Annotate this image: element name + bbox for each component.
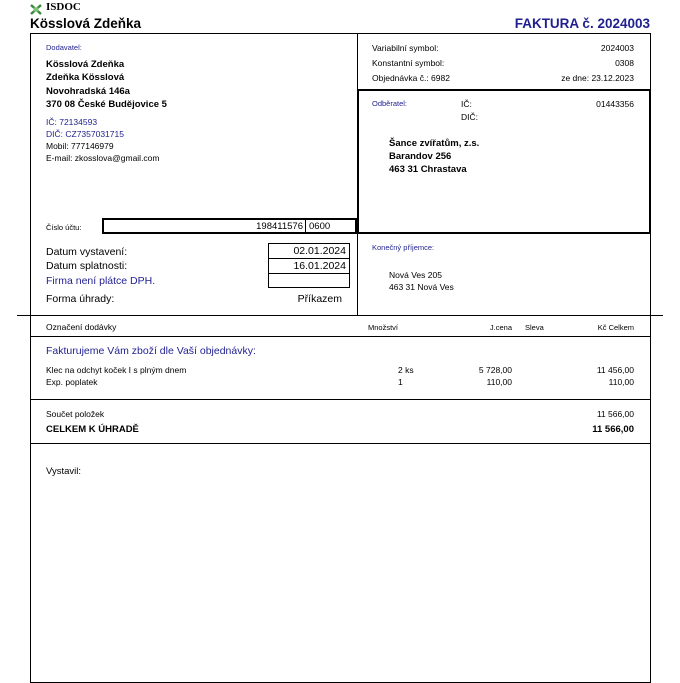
table-row-1-qty: 2 ks [398,365,414,375]
issue-date-value: 02.01.2024 [293,245,346,257]
payment-label: Forma úhrady: [46,293,115,305]
customer-label: Odběratel: [372,99,408,108]
bank-code: 0600 [309,221,331,232]
variable-symbol-label: Variabilní symbol: [372,43,439,53]
col-unit-price-header: J.cena [489,323,512,332]
customer-name: Šance zvířatům, z.s. [389,138,480,149]
customer-city: 463 31 Chrastava [389,164,467,175]
constant-symbol-label: Konstantní symbol: [372,58,445,68]
customer-ic-value: 01443356 [596,99,634,109]
customer-dic-label: DIČ: [461,112,478,122]
supplier-mobile: Mobil: 777146979 [46,141,114,151]
due-date-label: Datum splatnosti: [46,260,128,272]
isdoc-logo-icon [30,2,42,13]
issued-by-label: Vystavil: [46,466,82,477]
supplier-label: Dodavatel: [46,43,82,52]
table-top-rule [17,315,663,316]
col-qty-header: Množství [368,323,399,332]
isdoc-logo-text: ISDOC [46,1,81,13]
dates-box-divider-1 [268,258,350,259]
table-row-1-unit-price: 5 728,00 [478,365,512,375]
final-recipient-city: 463 31 Nová Ves [389,282,454,292]
issue-date-label: Datum vystavení: [46,246,128,258]
supplier-street: Novohradská 146a [46,86,130,97]
final-recipient-street: Nová Ves 205 [389,270,442,280]
variable-symbol-value: 2024003 [600,43,634,53]
supplier-name1: Kösslová Zdeňka [46,59,125,70]
col-item-header: Označení dodávky [46,322,117,332]
supplier-name2: Zdeňka Kösslová [46,72,125,83]
col-discount-header: Sleva [525,323,544,332]
vat-note: Firma není plátce DPH. [46,275,156,287]
customer-ic-label: IČ: [461,99,472,109]
table-row-2-total: 110,00 [608,377,634,387]
totals-bottom-rule [30,443,651,444]
supplier-dic: DIČ: CZ7357031715 [46,129,124,139]
supplier-ic: IČ: 72134593 [46,117,98,127]
grand-total-value: 11 566,00 [592,424,634,435]
supplier-email: E-mail: zkosslova@gmail.com [46,153,160,163]
grand-total-label: CELKEM K ÚHRADĚ [46,424,139,435]
subtotal-value: 11 566,00 [596,409,634,419]
table-row-1-name: Klec na odchyt koček I s plným dnem [46,365,187,375]
table-row-2-unit-price: 110,00 [486,377,512,387]
final-recipient-label: Konečný příjemce: [372,243,435,252]
dates-box-divider-2 [268,273,350,274]
order-number: Objednávka č.: 6982 [372,73,450,83]
table-row-2-name: Exp. poplatek [46,377,98,387]
subtotal-label: Součet položek [46,409,105,419]
due-date-value: 16.01.2024 [293,260,346,272]
account-divider [305,220,306,233]
totals-top-rule [30,399,651,400]
order-date: ze dne: 23.12.2023 [561,73,634,83]
supplier-city: 370 08 České Budějovice 5 [46,99,167,110]
customer-street: Barandov 256 [389,151,452,162]
invoice-title: FAKTURA č. 2024003 [514,16,650,31]
account-label: Číslo účtu: [46,223,82,232]
account-number: 198411576 [256,221,303,232]
isdoc-logo [30,1,81,13]
table-intro: Fakturujeme Vám zboží dle Vaší objednávky: [46,345,256,357]
col-total-header: Kč Celkem [597,323,634,332]
table-row-2-qty: 1 [398,377,403,387]
seller-name-header: Kösslová Zdeňka [30,16,142,31]
payment-value: Příkazem [297,293,342,305]
table-header-rule [30,336,651,337]
constant-symbol-value: 0308 [615,58,634,68]
table-row-1-total: 11 456,00 [596,365,634,375]
